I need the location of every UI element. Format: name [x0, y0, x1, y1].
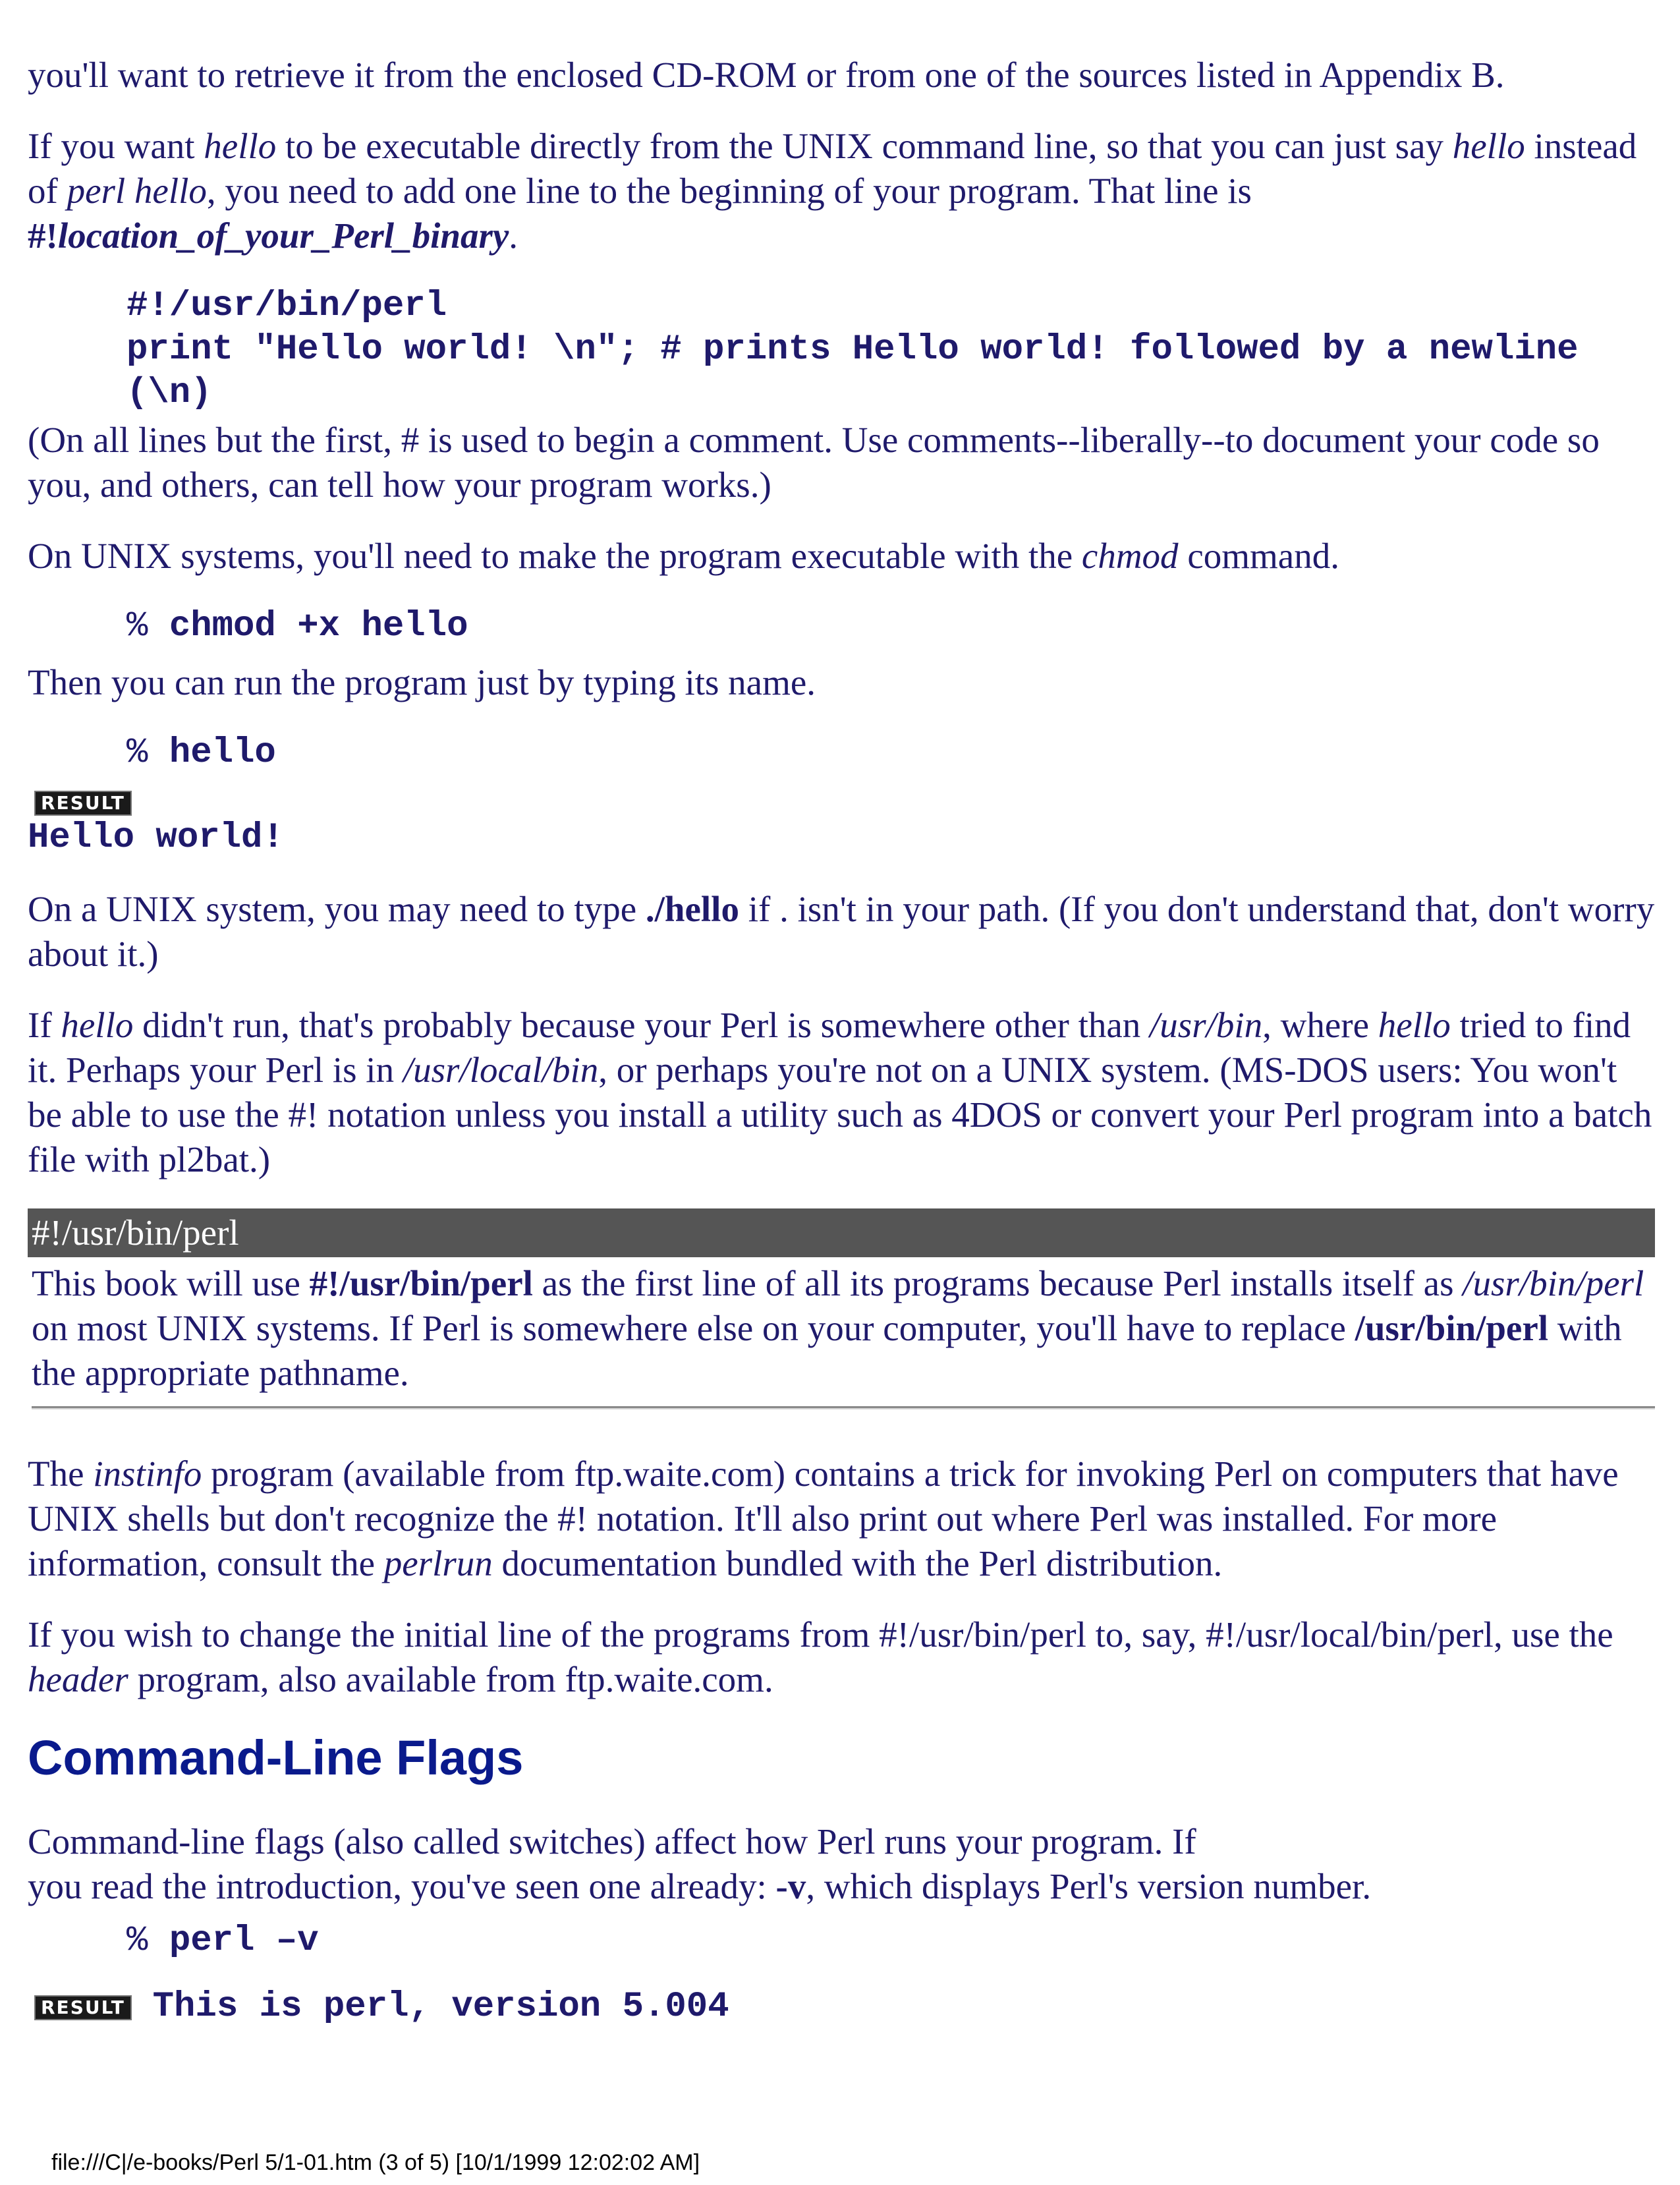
note-box	[28, 1208, 1655, 1409]
note-divider	[32, 1406, 1655, 1409]
result-output-version: This is perl, version 5.004	[152, 1987, 729, 2028]
result-icon: RESULT	[34, 791, 132, 816]
paragraph-troubleshoot: If hello didn't run, that's probably because your Perl is somewhere other than /usr/bin, where hello tried to find it. Perhaps your Perl is in /usr/local/bin, or perhaps you're not on a UNIX system. (MS-DOS users: You won't be able to use the #! notation unless you install a utility such as 4DOS or convert your Perl program into a batch file with pl2bat.)	[28, 1005, 1652, 1180]
page-content	[28, 53, 1655, 2041]
paragraph-header: If you wish to change the initial line of the programs from #!/usr/bin/perl to, say, #!/usr/local/bin/perl, use the header program, also available from ftp.waite.com.	[28, 1614, 1613, 1700]
paragraph-chmod: On UNIX systems, you'll need to make the program executable with the chmod command.	[28, 536, 1339, 576]
note-body: This book will use #!/usr/bin/perl as the first line of all its programs because Perl installs itself as /usr/bin/perl on most UNIX systems. If Perl is somewhere else on your computer, you'll have to replace /usr/bin/perl with the appropriate pathname.	[32, 1263, 1644, 1394]
paragraph-comments: (On all lines but the first, # is used to begin a comment. Use comments--liberally--to document your code so you, and others, can tell how your program works.)	[28, 420, 1600, 505]
paragraph-path: On a UNIX system, you may need to type ./hello if . isn't in your path. (If you don't understand that, don't worry about it.)	[28, 889, 1655, 975]
footer-url: file:///C|/e-books/Perl 5/1-01.htm (3 of 5) [10/1/1999 12:02:02 AM]	[51, 2150, 700, 2175]
result-row-1	[34, 787, 1655, 816]
result-row-2	[34, 1981, 1655, 2029]
code-chmod: % chmod +x hello	[126, 606, 468, 646]
paragraph-flags: Command-line flags (also called switches) affect how Perl runs your program. If you read the introduction, you've seen one already: -v, which displays Perl's version number.	[28, 1821, 1372, 1907]
code-run-hello: % hello	[126, 733, 276, 773]
paragraph-run: Then you can run the program just by typing its name.	[28, 662, 816, 702]
note-title: #!/usr/bin/perl	[28, 1208, 1655, 1257]
paragraph-executable: If you want hello to be executable directly from the UNIX command line, so that you can just say hello instead of perl hello, you need to add one line to the beginning of your program. That line is #!location_of_your_Perl_binary.	[28, 126, 1637, 256]
paragraph-instinfo: The instinfo program (available from ftp.waite.com) contains a trick for invoking Perl on computers that have UNIX shells but don't recognize the #! notation. It'll also print out where Perl was installed. For more information, consult the perlrun documentation bundled with the Perl distribution.	[28, 1454, 1619, 1584]
result-icon: RESULT	[34, 1995, 132, 2020]
code-hello-program: #!/usr/bin/perl print "Hello world! \n"; # prints Hello world! followed by a newline (\n)	[126, 286, 1600, 413]
paragraph-appendix: you'll want to retrieve it from the enclosed CD-ROM or from one of the sources listed in Appendix B.	[28, 55, 1505, 95]
section-heading: Command-Line Flags	[28, 1730, 524, 1786]
result-output-hello: Hello world!	[28, 818, 284, 859]
code-perl-v: % perl –v	[126, 1921, 319, 1962]
